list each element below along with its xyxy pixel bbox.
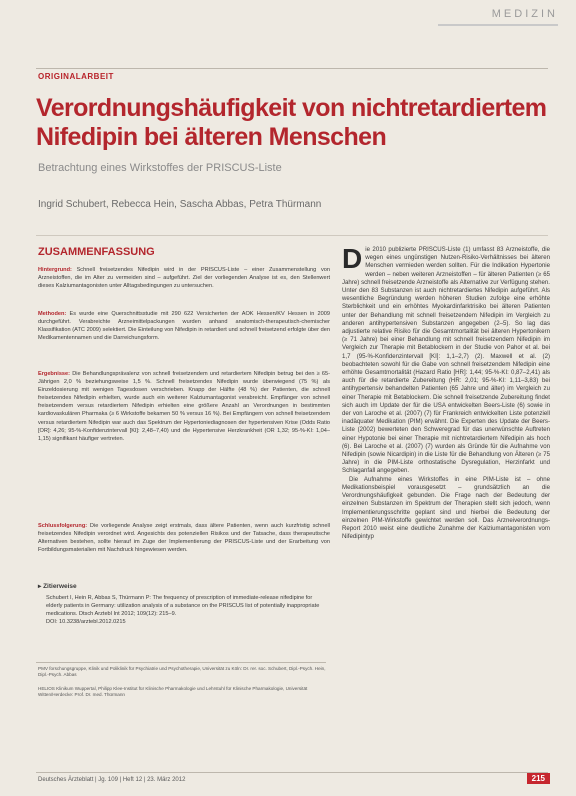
results-label: Ergebnisse:	[38, 371, 71, 377]
header-divider	[36, 235, 548, 236]
conclusion-text: Die vorliegende Analyse zeigt erstmals, dass ältere Patienten, wenn auch kurzfristig schnell freisetzendes Nifedipin verordnet wird. Angesichts des potenziellen Risikos und der Tatsache, dass therapeutische Alternativen bestehen, sollte hierauf im Zuge der Implementierung der PRISCUS-Liste und der Erarbeitung von Fortbildungsmaterialien mit Nachdruck hingewiesen werden.	[38, 523, 330, 554]
section-label: ORIGINALARBEIT	[38, 72, 114, 81]
body-text-column	[342, 243, 550, 541]
footnote-affiliation-2: HELIOS Klinikum Wuppertal, Philipp Klee-Institut für Klinische Pharmakologie und Lehrstuhl für Klinische Pharmakologie, Universität Witten/Herdecke: Prof. Dr. med. Thürmann	[38, 686, 308, 698]
methods-label: Methoden:	[38, 311, 67, 317]
results-text: Die Behandlungsprävalenz von schnell freisetzendem und retardiertem Nifedipin betrug bei den ≥ 65-Jährigen 2,0 % beziehungsweise 1,5 %. Schnell freisetzendes Nifedipin wurde überwiegend (75 %) als Einzeldosierung mit wenigen Tagesdosen verschrieben. Knapp der Hälfte (48 %) der Patienten, die schnell freisetzendes Nifedipin erhielten, wurde auch ein weiterer Kalziumantagonist verabreicht. Empfänger von schnell freisetzendem versus retardiertem Nifedipin erhielten eine größere Anzahl an Verordnungen in bestimmten kardiovaskulären Pharmaka (≥ 6 Wirkstoffe bekamen 50 % versus 16 %). Bei Empfängern von schnell freisetzendem versus retardiertem Nifedipin war auch das Spektrum der Hypertoniediagnosen der hypertensiven Krise (Odds Ratio [OR]: 4,26; 95-%-Konfidenzintervall [KI]: 2,48–7,40) und die Hypertensive Herzkrankheit (OR 1,32; 95-%-KI: 1,04–1,15) signifikant häufiger vertreten.	[38, 371, 330, 442]
summary-box	[36, 240, 336, 648]
body-paragraph	[342, 243, 550, 476]
journal-tag-underline	[438, 24, 558, 26]
citation-reference: Schubert I, Hein R, Abbas S, Thürmann P: The frequency of prescription of immediate-release nifedipine for elderly patients in Germany: utilization analysis of a substance on the PRISCUS list of potentially inappropriate medications. Dtsch Arztebl Int 2012; 109(12): 215–9.	[46, 595, 320, 617]
summary-results	[38, 370, 330, 443]
background-label: Hintergrund:	[38, 267, 72, 273]
summary-heading: ZUSAMMENFASSUNG	[38, 246, 155, 258]
body-paragraph-1-text: ie 2010 publizierte PRISCUS-Liste (1) umfasst 83 Arzneistoffe, die wegen eines ungünstigen Nutzen-Risiko-Verhältnisses bei älteren Menschen vermieden werden sollten. Für die Indikation Hypertonie werden – neben weiteren Arzneistoffen – für älteren Patienten (≥ 65 Jahre) schnell freisetzende Arzneistoffe als Alternative zur Verfügung stehen. Unter den 83 Substanzen ist auch nichtretardiertes Nifedipin aufgeführt. Als wesentliche Begründung werden höheren Studien zufolge eine erhöhte Sterblichkeit und ein erhöhtes Myokardinfarktrisiko bei älteren Patienten unter der Behandlung mit schnell freisetzendem Nifedipin im Vergleich zu anderen antihypertensiven Substanzen angegeben (2–5). So lag das adjustierte relative Risiko für die Gesamtmortalität bei älteren Hypertonikern (≥ 71 Jahre) bei einer Behandlung mit schnell freisetzendem Nifedipin im Vergleich zur Therapie mit Betablockern in der Studie von Pahor et al. bei 1,7 (95-%-Konfidenzintervall [KI]: 1,1–2,7) (2). Maxwell et al. (2) beobachteten sowohl für die Gabe von schnell freisetzendem Nifedipin eine erhöhte Gesamtmortalität (Hazard Ratio [HR]: 1,44; 95-%-KI: 0,87–2,41) als auch für die retardierte Zubereitung (HR: 2,01; 95-%-KI: 1,11–3,83) bei antihypertensiv behandelten Patienten (65 Jahre und älter) im Vergleich zu einer Therapie mit Betablockern. Die schnell freisetzende Zubereitung findet sich auch im Update der für die USA entwickelten Beers-Liste (6) sowie in der von Laroche et al. (2007) (7) für Frankreich entwickelten Liste potenziell inadäquater Medikation (PIM) erwähnt. Die Experten des Update der Beers-Liste (2002) bewerteten den Schweregrad für das unerwünschte Auftreten einer Hypotonie bei einer Therapie mit nichtretardiertem Nifedipin als hoch (6). Bei Laroche et al. (2007) (7) wurden als Gründe für die Aufnahme von Nifedipin (sowie Nicardipin) in die Liste für die Behandlung von Älteren (≥ 75 Jahre) in die PIM-Liste orthostatische Dysregulation, Herzinfarkt und Schlaganfall angegeben.	[342, 246, 550, 475]
drop-cap: D	[342, 243, 363, 274]
body-paragraph	[342, 476, 550, 542]
citation-doi-link[interactable]: DOI: 10.3238/arztebl.2012.0215	[46, 619, 126, 625]
journal-section-tag: MEDIZIN	[491, 8, 558, 20]
summary-methods	[38, 310, 330, 342]
citation-text	[46, 594, 330, 626]
article-subtitle: Betrachtung eines Wirkstoffes der PRISCUS-Liste	[38, 162, 282, 174]
citation-heading: ▸ Zitierweise	[38, 583, 77, 590]
summary-background	[38, 266, 330, 290]
article-title: Verordnungshäufigkeit von nichtretardiertem Nifedipin bei älteren Menschen	[36, 94, 547, 151]
footnote-affiliation-1: PMV forschungsgruppe, Klinik und Poliklinik für Psychiatrie und Psychotherapie, Universität zu Köln: Dr. rer. soc. Schubert, Dipl.-Psych. Hein, Dipl.-Psych. Abbas	[38, 666, 326, 678]
background-text: Schnell freisetzendes Nifedipin wird in der PRISCUS-Liste – einer Zusammenstellung von Arzneistoffen, die im Alter zu vermeiden sind – aufgeführt. Ziel der vorliegenden Analyse ist es, den Stellenwert dieses Kalziumantagonisten unter Alltagsbedingungen zu untersuchen.	[38, 267, 330, 290]
conclusion-label: Schlussfolgerung:	[38, 523, 88, 529]
footer-journal-info: Deutsches Ärzteblatt | Jg. 109 | Heft 12 | 23. März 2012	[38, 777, 186, 783]
article-authors: Ingrid Schubert, Rebecca Hein, Sascha Abbas, Petra Thürmann	[38, 199, 322, 210]
top-divider	[36, 68, 548, 69]
page-number: 215	[527, 773, 550, 784]
footer-divider	[36, 772, 548, 773]
methods-text: Es wurde eine Querschnittsstudie mit 290 622 Versicherten der AOK Hessen/KV Hessen in 2009 durchgeführt. Verabreichte Arzneimittelpackungen wurden anhand anatomisch-therapeutisch-chemischer Klassifikation (ATC 2009) selektiert. Die Einteilung von Nifedipin in retardiert und schnell freisetzend erfolgte über den Medikamentennamen und die Darreichungsform.	[38, 311, 330, 342]
summary-conclusion	[38, 522, 330, 554]
body-paragraph-2-text: Die Aufnahme eines Wirkstoffes in eine PIM-Liste ist – ohne Medikationsbeispiel vorausgesetzt – grundsätzlich an die Verordnungshäufigkeit gebunden. Die Frage nach der Bedeutung der einzelnen Substanzen im Spektrum der Therapien stellt sich jedoch, wenn Implementierungsschritte geplant sind und hierbei die Bedeutung der einzelnen PIM-Wirkstoffe gewichtet werden soll. Das Arzneiverordnungs-Report 2010 weist eine deutliche Zunahme der Kalziumantagonisten vom Nifedipintyp	[342, 475, 550, 541]
footnote-divider	[36, 662, 326, 663]
